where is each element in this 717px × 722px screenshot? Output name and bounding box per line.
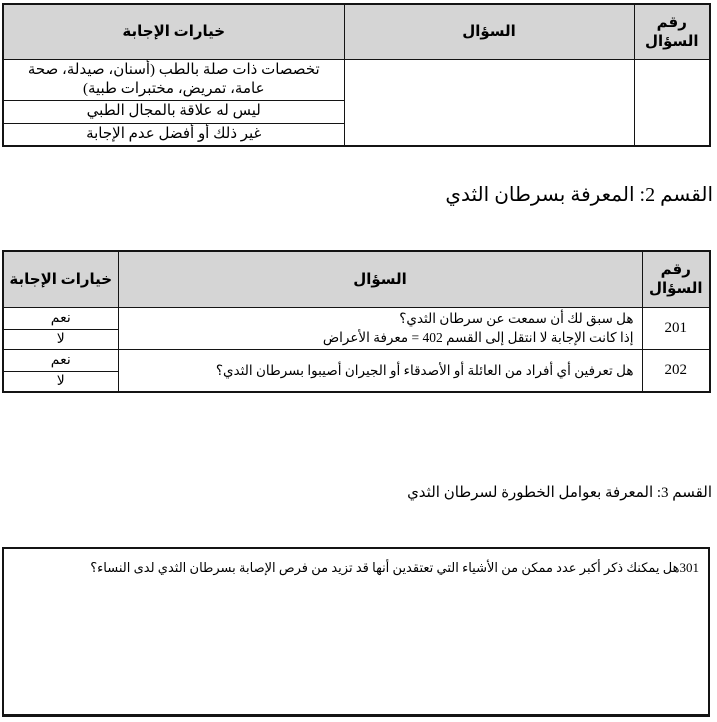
answer-option: تخصصات ذات صلة بالطب (أسنان، صيدلة، صحة عامة، تمريض، مختبرات طبية) [3, 59, 344, 100]
question-202-line1: هل تعرفين أي أفراد من العائلة أو الأصدقاء أو الجيران أصيبوا بسرطان الثدي؟ [215, 362, 634, 378]
question-202-number: 202 [642, 349, 710, 392]
answer-option: غير ذلك أو أفضل عدم الإجابة [3, 123, 344, 146]
question-301-box [2, 547, 710, 717]
question-201-number: 201 [642, 307, 710, 349]
table1-header-answer-options: خيارات الإجابة [3, 4, 344, 59]
table-row-question-202 [3, 349, 710, 371]
table2-header-answer-options: خيارات الإجابة [3, 251, 118, 307]
table-answer-options-top [2, 3, 711, 147]
table-row [3, 59, 710, 100]
table1-header-question-number: رقم السؤال [634, 4, 710, 59]
section-2-title: القسم 2: المعرفة بسرطان الثدي [445, 184, 713, 206]
question-201-text [118, 307, 642, 349]
answer-option-no: لا [3, 371, 118, 392]
question-201-line1: هل سبق لك أن سمعت عن سرطان الثدي؟ [399, 311, 634, 326]
table1-header-row [3, 4, 710, 59]
table1-question-cell [344, 59, 634, 146]
table-breast-cancer-knowledge [2, 250, 711, 393]
answer-option-yes: نعم [3, 349, 118, 371]
table1-question-number-cell [634, 59, 710, 146]
section-3-title: القسم 3: المعرفة بعوامل الخطورة لسرطان الثدي [407, 485, 712, 501]
table-row-question-201 [3, 307, 710, 329]
table2-header-row [3, 251, 710, 307]
answer-option: ليس له علاقة بالمجال الطبي [3, 100, 344, 123]
table2-header-question-number: رقم السؤال [642, 251, 710, 307]
question-301-text: 301هل يمكنك ذكر أكبر عدد ممكن من الأشياء التي تعتقدين أنها قد تزيد من فرص الإصابة بسرطان الثدي لدى النساء؟ [90, 560, 699, 575]
table2-header-question: السؤال [118, 251, 642, 307]
answer-option-no: لا [3, 329, 118, 349]
table1-header-question: السؤال [344, 4, 634, 59]
question-201-line2: إذا كانت الإجابة لا انتقل إلى القسم 402 = معرفة الأعراض [322, 330, 634, 345]
answer-option-yes: نعم [3, 307, 118, 329]
question-202-text [118, 349, 642, 392]
